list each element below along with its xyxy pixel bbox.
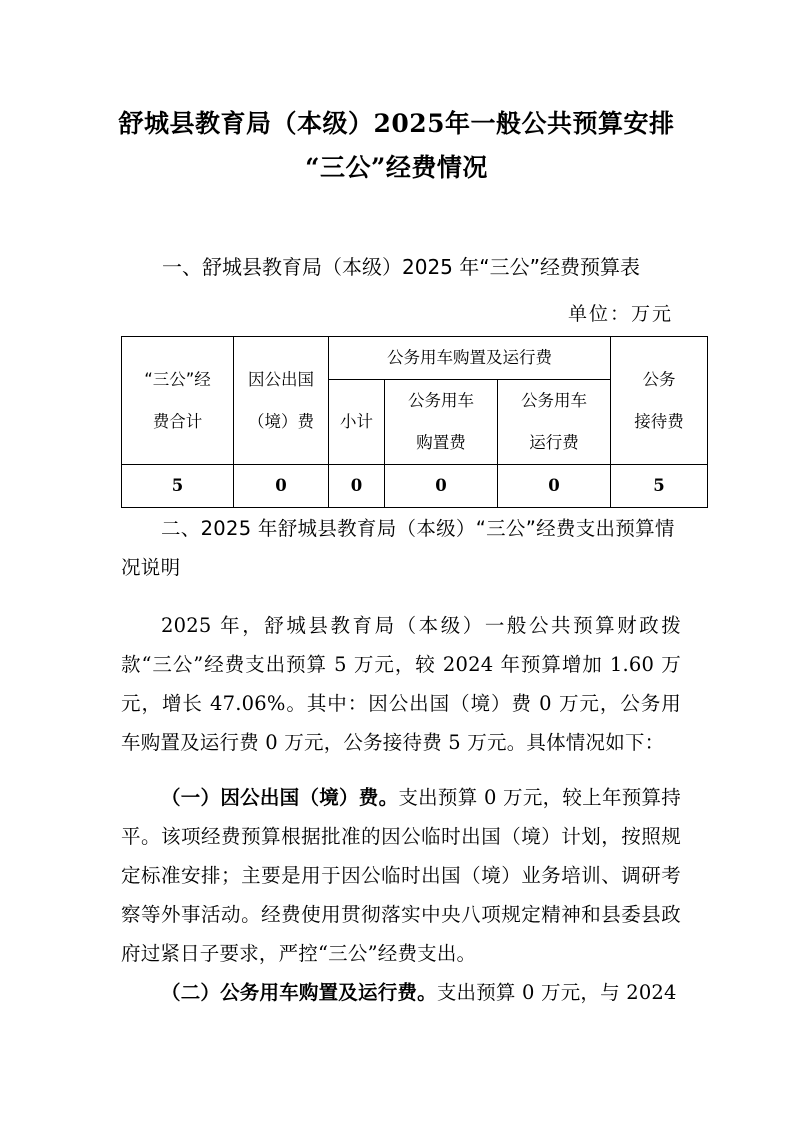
header-running-line1: 公务用车 xyxy=(521,391,587,410)
value-reception: 5 xyxy=(611,465,708,508)
header-total xyxy=(122,337,234,465)
header-abroad xyxy=(234,337,329,465)
paragraph-vehicle-body: 支出预算 0 万元，与 2024 xyxy=(436,981,677,1004)
unit-label: 单位：万元 xyxy=(567,303,673,325)
header-subtotal: 小计 xyxy=(329,380,385,465)
value-purchase: 0 xyxy=(385,465,498,508)
paragraph-abroad-body: 支出预算 0 万元，较上年预算持平。该项经费预算根据批准的因公临时出国（境）计划，按照规定标准安排；主要是用于因公临时出国（境）业务培训、调研考察等外事活动。经费使用贯彻落实中央八项规定精神和县委县政府过紧日子要求，严控“三公”经费支出。 xyxy=(121,786,681,965)
header-purchase-line1: 公务用车 xyxy=(408,391,474,410)
value-running: 0 xyxy=(498,465,611,508)
value-total: 5 xyxy=(122,465,234,508)
header-running-line2: 运行费 xyxy=(529,433,579,452)
header-total-line1: “三公”经 xyxy=(144,369,211,389)
header-purchase-line2: 购置费 xyxy=(416,433,466,452)
header-reception-line2: 接待费 xyxy=(634,411,684,431)
header-abroad-line1: 因公出国 xyxy=(248,369,314,389)
paragraph-vehicle-heading: （二）公务用车购置及运行费。 xyxy=(161,981,437,1004)
header-abroad-line2: （境）费 xyxy=(248,411,314,431)
document-title-line1: 舒城县教育局（本级）2025年一般公共预算安排 xyxy=(118,109,675,138)
document-title-line2: “三公”经费情况 xyxy=(305,153,488,182)
header-purchase xyxy=(385,380,498,465)
paragraph-abroad-heading: （一）因公出国（境）费。 xyxy=(161,786,399,809)
header-reception xyxy=(611,337,708,465)
section1-heading: 一、舒城县教育局（本级）2025 年“三公”经费预算表 xyxy=(162,255,640,279)
header-reception-line1: 公务 xyxy=(642,369,676,389)
header-vehicle: 公务用车购置及运行费 xyxy=(329,337,611,380)
header-running xyxy=(498,380,611,465)
value-abroad: 0 xyxy=(234,465,329,508)
paragraph-abroad xyxy=(121,778,681,973)
value-subtotal: 0 xyxy=(329,465,385,508)
header-total-line2: 费合计 xyxy=(152,411,203,431)
paragraph-vehicle xyxy=(121,973,681,1012)
budget-table xyxy=(121,336,708,508)
section2-heading: 二、2025 年舒城县教育局（本级）“三公”经费支出预算情况说明 xyxy=(121,517,675,579)
paragraph-summary: 2025 年，舒城县教育局（本级）一般公共预算财政拨款“三公”经费支出预算 5 万元，较 2024 年预算增加 1.60 万元，增长 47.06%。其中：因公出国（境）费 0 万元，公务用车购置及运行费 0 万元，公务接待费 5 万元。具体情况如下： xyxy=(121,614,681,754)
